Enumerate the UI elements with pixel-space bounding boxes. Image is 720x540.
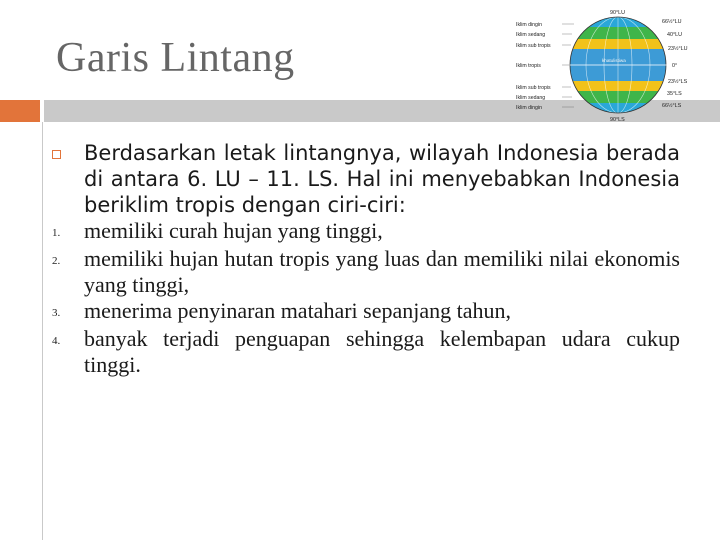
label-subtropic-north: Iklim sub tropis — [516, 43, 551, 49]
list-number: 4. — [52, 335, 61, 347]
lat-23-north: 23½°LU — [668, 46, 688, 52]
lat-35-south: 35°LS — [667, 91, 682, 97]
bullet-marker — [52, 140, 84, 159]
list-item — [52, 326, 680, 378]
label-temperate-south: Iklim sedang — [516, 95, 546, 101]
slide-title: Garis Lintang — [56, 35, 295, 81]
box-bullet-icon — [52, 150, 61, 159]
list-number: 1. — [52, 227, 61, 239]
list-item-text: memiliki curah hujan yang tinggi, — [84, 218, 383, 243]
list-item-text: menerima penyinaran matahari sepanjang tahun, — [84, 298, 511, 323]
list-item-text: banyak terjadi penguapan sehingga kelembapan udara cukup tinggi. — [84, 326, 680, 377]
list-item — [52, 246, 680, 298]
climate-zones-figure — [514, 6, 688, 124]
left-rule — [42, 122, 43, 540]
list-item — [52, 218, 680, 246]
list-item — [52, 298, 680, 326]
slide-content — [52, 140, 680, 378]
list-number: 3. — [52, 307, 61, 319]
lat-66-south: 66½°LS — [662, 103, 682, 109]
lat-66-north: 66½°LU — [662, 19, 682, 25]
accent-bar — [0, 100, 40, 122]
label-temperate-north: Iklim sedang — [516, 32, 546, 38]
lat-40-north: 40°LU — [667, 32, 683, 38]
lat-equator: 0° — [672, 63, 678, 69]
intro-paragraph — [52, 140, 680, 218]
lat-90-north: 90°LU — [610, 10, 626, 16]
list-item-text: memiliki hujan hutan tropis yang luas dan memiliki nilai ekonomis yang tinggi, — [84, 246, 680, 297]
label-tropic: Iklim tropis — [516, 63, 541, 69]
lat-90-south: 90°LS — [610, 117, 625, 123]
label-cold-south: Iklim dingin — [516, 105, 542, 111]
list-number: 2. — [52, 255, 61, 267]
equator-label: khatulistiwa — [602, 58, 626, 63]
lat-23-south: 23½°LS — [668, 79, 688, 85]
intro-text: Berdasarkan letak lintangnya, wilayah Indonesia berada di antara 6. LU – 11. LS. Hal ini menyebabkan Indonesia beriklim tropis dengan ciri-ciri: — [84, 141, 680, 217]
label-subtropic-south: Iklim sub tropis — [516, 85, 551, 91]
label-cold-north: Iklim dingin — [516, 22, 542, 28]
